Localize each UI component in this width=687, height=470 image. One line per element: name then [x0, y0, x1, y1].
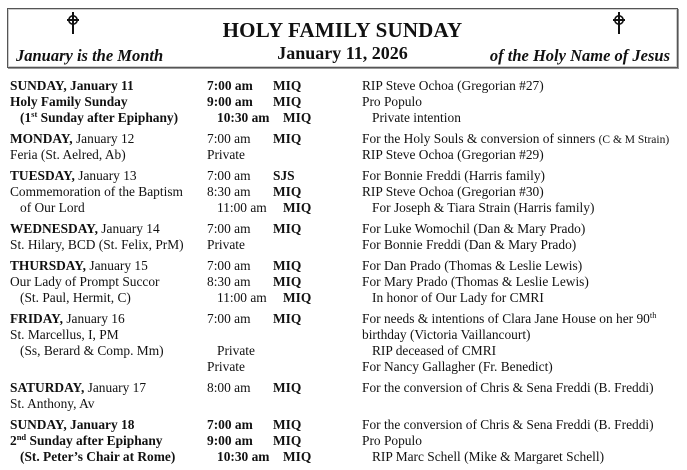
- mass-time: 10:30 am: [217, 110, 270, 125]
- schedule-row: [10, 110, 680, 126]
- schedule-row: [10, 433, 680, 449]
- intention-text: For needs & intentions of Clara Jane House on her 90: [362, 311, 650, 326]
- intention-text: birthday (Victoria Vaillancourt): [362, 327, 531, 342]
- mass-time: 11:00 am: [217, 200, 267, 215]
- day-block: [10, 131, 680, 163]
- feast-label: of Our Lord: [20, 200, 85, 215]
- day-block: [10, 417, 680, 465]
- day-description: [10, 274, 207, 290]
- mass-location: MIQ: [273, 274, 302, 289]
- mass-location: MIQ: [273, 311, 302, 326]
- schedule-row: [10, 200, 680, 216]
- schedule-row: [10, 184, 680, 200]
- intention-text: RIP Steve Ochoa (Gregorian #30): [362, 184, 544, 199]
- intention-text: In honor of Our Lady for CMRI: [372, 290, 544, 305]
- mass-time: 11:00 am: [217, 290, 267, 305]
- mass-location: MIQ: [273, 380, 302, 395]
- day-block: [10, 221, 680, 253]
- date-label: January 16: [62, 311, 125, 326]
- mass-intention: [362, 380, 680, 396]
- weekday-label: SUNDAY,: [10, 417, 67, 432]
- mass-location: MIQ: [283, 110, 312, 125]
- mass-location: MIQ: [283, 290, 312, 305]
- mass-intention: [362, 78, 680, 94]
- date-label: January 15: [86, 258, 148, 273]
- intention-text: For the Holy Souls & conversion of sinners: [362, 131, 599, 146]
- page-title: HOLY FAMILY SUNDAY: [222, 18, 463, 42]
- day-description: [10, 237, 207, 253]
- intention-text: For the conversion of Chris & Sena Freddi (B. Freddi): [362, 417, 654, 432]
- mass-intention: [362, 168, 680, 184]
- mass-location: MIQ: [273, 433, 302, 448]
- mass-location: SJS: [273, 168, 295, 183]
- mass-location: MIQ: [273, 94, 302, 109]
- mass-intention: [362, 396, 680, 412]
- mass-time: 8:30 am: [207, 184, 251, 199]
- mass-intention: [372, 110, 680, 126]
- intention-text: Pro Populo: [362, 94, 422, 109]
- schedule-row: [10, 417, 680, 433]
- schedule-row: [10, 274, 680, 290]
- weekday-label: SUNDAY,: [10, 78, 67, 93]
- day-description: [10, 290, 217, 306]
- schedule-row: [10, 311, 680, 327]
- schedule-row: [10, 380, 680, 396]
- feast-label: St. Anthony, Av: [10, 396, 95, 411]
- mass-intention: [372, 290, 680, 306]
- mass-time: 10:30 am: [217, 449, 270, 464]
- weekday-label: MONDAY,: [10, 131, 73, 146]
- mass-time: Private: [217, 343, 255, 358]
- intention-text: Private intention: [372, 110, 461, 125]
- intention-text: For Bonnie Freddi (Harris family): [362, 168, 545, 183]
- day-block: [10, 168, 680, 216]
- mass-intention: [362, 327, 680, 343]
- day-description: [10, 258, 207, 274]
- intention-text: RIP Steve Ochoa (Gregorian #29): [362, 147, 544, 162]
- month-dedication-left: January is the Month: [16, 46, 164, 65]
- schedule-row: [10, 147, 680, 163]
- day-description: [10, 147, 207, 163]
- mass-time: [207, 327, 273, 343]
- date-label: January 11: [66, 78, 134, 93]
- day-block: [10, 78, 680, 126]
- day-description: [10, 221, 207, 237]
- day-description: [10, 94, 207, 110]
- date-label: January 17: [84, 380, 147, 395]
- day-description: [10, 200, 217, 216]
- schedule-row: [10, 237, 680, 253]
- day-block: [10, 258, 680, 306]
- day-description: [10, 131, 207, 147]
- mass-time: Private: [207, 147, 245, 162]
- weekday-label: SATURDAY,: [10, 380, 85, 395]
- schedule-row: [10, 396, 680, 412]
- mass-intention: [362, 258, 680, 274]
- day-description: [10, 184, 207, 200]
- mass-schedule: [10, 78, 680, 470]
- mass-location: MIQ: [273, 131, 302, 146]
- weekday-label: WEDNESDAY,: [10, 221, 98, 236]
- mass-intention: [362, 433, 680, 449]
- mass-time: 7:00 am: [207, 168, 251, 183]
- mass-intention: [362, 131, 680, 147]
- intention-text: For Dan Prado (Thomas & Leslie Lewis): [362, 258, 583, 273]
- schedule-row: [10, 449, 680, 465]
- intention-requester: (C & M Strain): [598, 134, 670, 146]
- schedule-row: [10, 221, 680, 237]
- day-description: [10, 110, 217, 126]
- feast-label: St. Marcellus, I, PM: [10, 327, 119, 342]
- day-description: [10, 417, 207, 433]
- mass-location: [283, 343, 372, 359]
- mass-time: 9:00 am: [207, 433, 253, 448]
- schedule-row: [10, 94, 680, 110]
- schedule-row: [10, 359, 680, 375]
- mass-intention: [362, 417, 680, 433]
- day-description: [10, 327, 207, 343]
- schedule-row: [10, 327, 680, 343]
- feast-label: (Ss, Berard & Comp. Mm): [20, 343, 164, 358]
- day-description: [10, 343, 217, 359]
- bulletin-date: January 11, 2026: [277, 43, 408, 63]
- intention-text: For the conversion of Chris & Sena Freddi (B. Freddi): [362, 380, 654, 395]
- mass-location: MIQ: [273, 78, 302, 93]
- mass-location: [273, 237, 362, 253]
- intention-text: For Bonnie Freddi (Dan & Mary Prado): [362, 237, 577, 252]
- ordinal-suffix: st: [31, 109, 38, 119]
- feast-label: Commemoration of the Baptism: [10, 184, 183, 199]
- intention-text: For Nancy Gallagher (Fr. Benedict): [362, 359, 553, 374]
- feast-label: (St. Paul, Hermit, C): [20, 290, 131, 305]
- feast-label: Sunday after Epiphany: [26, 433, 163, 448]
- date-label: January 13: [74, 168, 137, 183]
- mass-location: MIQ: [283, 200, 312, 215]
- feast-label: Our Lady of Prompt Succor: [10, 274, 160, 289]
- mass-intention: [362, 184, 680, 200]
- mass-time: 8:00 am: [207, 380, 251, 395]
- mass-time: 7:00 am: [207, 311, 251, 326]
- feast-label: (1: [20, 110, 32, 125]
- day-description: [10, 168, 207, 184]
- date-label: January 18: [66, 417, 135, 432]
- date-label: January 12: [72, 131, 135, 146]
- date-label: January 14: [97, 221, 160, 236]
- mass-location: MIQ: [273, 258, 302, 273]
- mass-location: MIQ: [273, 184, 302, 199]
- ordinal-suffix: th: [649, 310, 657, 320]
- mass-intention: [372, 343, 680, 359]
- mass-intention: [372, 449, 680, 465]
- schedule-row: [10, 168, 680, 184]
- intention-text: RIP Marc Schell (Mike & Margaret Schell): [372, 449, 605, 464]
- weekday-label: FRIDAY,: [10, 311, 63, 326]
- mass-time: 7:00 am: [207, 417, 253, 432]
- schedule-row: [10, 290, 680, 306]
- feast-label: 2: [10, 433, 17, 448]
- schedule-row: [10, 78, 680, 94]
- mass-location: [273, 147, 362, 163]
- weekday-label: THURSDAY,: [10, 258, 87, 273]
- day-description: [10, 433, 207, 449]
- mass-intention: [362, 274, 680, 290]
- mass-time: 7:00 am: [207, 131, 251, 146]
- mass-time: [207, 396, 273, 412]
- mass-time: 9:00 am: [207, 94, 253, 109]
- day-block: [10, 380, 680, 412]
- day-description: [10, 449, 217, 465]
- mass-location: MIQ: [283, 449, 312, 464]
- mass-time: 8:30 am: [207, 274, 251, 289]
- day-description: [10, 359, 207, 375]
- mass-time: 7:00 am: [207, 78, 253, 93]
- day-description: [10, 380, 207, 396]
- day-description: [10, 311, 207, 327]
- feast-label: (St. Peter’s Chair at Rome): [20, 449, 176, 464]
- mass-time: 7:00 am: [207, 258, 251, 273]
- intention-text: For Joseph & Tiara Strain (Harris family): [372, 200, 595, 215]
- day-description: [10, 396, 207, 412]
- mass-intention: [362, 237, 680, 253]
- feast-label: Feria (St. Aelred, Ab): [10, 147, 126, 162]
- mass-location: MIQ: [273, 417, 302, 432]
- schedule-row: [10, 131, 680, 147]
- feast-label: Sunday after Epiphany): [37, 110, 179, 125]
- day-block: [10, 311, 680, 375]
- intention-text: For Mary Prado (Thomas & Leslie Lewis): [362, 274, 589, 289]
- mass-intention: [372, 200, 680, 216]
- ordinal-suffix: nd: [16, 432, 27, 442]
- schedule-row: [10, 258, 680, 274]
- intention-text: For Luke Womochil (Dan & Mary Prado): [362, 221, 586, 236]
- day-description: [10, 78, 207, 94]
- mass-intention: [362, 359, 680, 375]
- mass-time: 7:00 am: [207, 221, 251, 236]
- mass-time: Private: [207, 237, 245, 252]
- mass-intention: [362, 221, 680, 237]
- feast-label: Holy Family Sunday: [10, 94, 128, 109]
- mass-location: MIQ: [273, 221, 302, 236]
- intention-text: RIP Steve Ochoa (Gregorian #27): [362, 78, 544, 93]
- mass-time: Private: [207, 359, 245, 374]
- weekday-label: TUESDAY,: [10, 168, 75, 183]
- feast-label: St. Hilary, BCD (St. Felix, PrM): [10, 237, 184, 252]
- mass-location: [273, 359, 362, 375]
- mass-intention: [362, 94, 680, 110]
- mass-location: [273, 327, 362, 343]
- month-dedication-right: of the Holy Name of Jesus: [489, 46, 670, 65]
- schedule-row: [10, 343, 680, 359]
- intention-text: RIP deceased of CMRI: [372, 343, 497, 358]
- bulletin-header: [7, 8, 678, 68]
- mass-intention: [362, 147, 680, 163]
- intention-text: Pro Populo: [362, 433, 422, 448]
- mass-location: [273, 396, 362, 412]
- mass-intention: [362, 311, 680, 327]
